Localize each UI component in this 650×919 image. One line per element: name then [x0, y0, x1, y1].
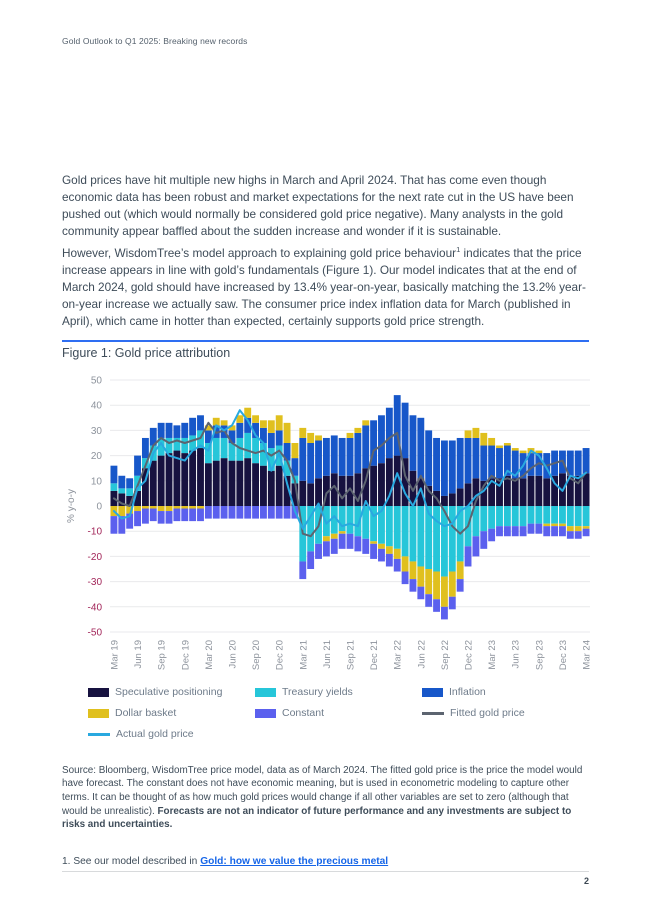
legend-item-actual-gold-price [88, 728, 266, 740]
svg-text:-20: -20 [87, 551, 102, 563]
footnote-link[interactable]: Gold: how we value the precious metal [200, 856, 389, 868]
footnote-text: 1. See our model described in [62, 856, 201, 868]
legend-swatch-icon [255, 688, 276, 697]
svg-text:Mar 22: Mar 22 [392, 640, 404, 670]
svg-text:Sep 20: Sep 20 [251, 640, 263, 671]
legend-row [88, 728, 589, 740]
chart-legend [62, 686, 589, 749]
legend-swatch-icon [88, 733, 110, 736]
footnote-marker: 1 [456, 244, 461, 254]
legend-label: Treasury yields [282, 686, 353, 698]
legend-item-speculative-positioning [88, 686, 255, 698]
svg-text:Dec 19: Dec 19 [180, 640, 192, 671]
svg-text:10: 10 [90, 476, 102, 488]
svg-text:0: 0 [96, 501, 102, 513]
svg-text:Sep 23: Sep 23 [534, 640, 546, 671]
figure-title: Figure 1: Gold price attribution [62, 346, 231, 360]
paragraph-2 [62, 245, 589, 330]
svg-text:Mar 23: Mar 23 [487, 640, 499, 670]
svg-text:% y-o-y: % y-o-y [66, 489, 77, 523]
paragraph-1: Gold prices have hit multiple new highs in March and April 2024. That has come even though economic data has been robust and market expectations for the next rate cut in the US have been pushed out (which would normally be considered gold price negative). Many analysts in the gold community appear baffled about the sudden increase and wonder if it is sustainable. [62, 172, 574, 238]
attribution-chart-svg [60, 374, 592, 680]
svg-text:Dec 20: Dec 20 [274, 640, 286, 671]
source-note [62, 764, 589, 832]
svg-text:Mar 20: Mar 20 [203, 640, 215, 670]
legend-swatch-icon [88, 709, 109, 718]
footer-rule [62, 871, 589, 872]
svg-text:Jun 22: Jun 22 [416, 640, 428, 669]
legend-label: Constant [282, 707, 325, 719]
svg-text:-50: -50 [87, 627, 102, 639]
source-note-disclaimer: Forecasts are not an indicator of future performance and any investments are subject to risks and uncertainties. [62, 805, 572, 831]
svg-text:Jun 20: Jun 20 [227, 640, 239, 669]
page-number: 2 [583, 876, 589, 886]
legend-row [88, 707, 589, 719]
svg-text:Sep 22: Sep 22 [439, 640, 451, 671]
attribution-chart [60, 374, 592, 680]
svg-text:20: 20 [90, 451, 102, 463]
source-note-text: Source: Bloomberg, WisdomTree price model, data as of March 2024. The fitted gold price is the price the model would have forecast. The constant does not have economic meaning, but is used in econometric modeling to capture other terms. It can be thought of as how much gold prices would change if all other variables are set to zero (although that would be unrealistic). [62, 764, 583, 817]
legend-item-dollar-basket [88, 707, 255, 719]
svg-text:40: 40 [90, 400, 102, 412]
svg-text:-10: -10 [87, 526, 102, 538]
legend-label: Fitted gold price [450, 707, 525, 719]
svg-text:-30: -30 [87, 577, 102, 589]
legend-row [88, 686, 589, 698]
paragraph-2-text-cont: indicates that the price increase appears in line with gold’s fundamentals (Figure 1). Our model indicates that at the end of March 2024, gold should have increased by 13.4% year-on-year, basically matching the 13.2% year-on-year increase we actually saw. The consumer price index inflation data for March (published in April), which came in hotter than expected, certainly supports gold price strength. [62, 245, 586, 328]
svg-text:Jun 19: Jun 19 [133, 640, 145, 669]
running-header: Gold Outlook to Q1 2025: Breaking new records [62, 36, 248, 46]
svg-text:Dec 21: Dec 21 [369, 640, 381, 671]
legend-swatch-icon [255, 709, 276, 718]
svg-text:Dec 22: Dec 22 [463, 640, 475, 671]
svg-text:Mar 19: Mar 19 [109, 640, 121, 670]
footnote [62, 856, 589, 867]
legend-label: Speculative positioning [115, 686, 223, 698]
svg-text:-40: -40 [87, 602, 102, 614]
legend-swatch-icon [422, 688, 443, 697]
svg-text:30: 30 [90, 425, 102, 437]
svg-text:50: 50 [90, 375, 102, 387]
figure-top-rule [62, 340, 589, 342]
paragraph-2-text: However, WisdomTree’s model approach to explaining gold price behaviour [62, 245, 457, 260]
legend-label: Dollar basket [115, 707, 177, 719]
svg-text:Sep 19: Sep 19 [156, 640, 168, 671]
legend-item-treasury-yields [255, 686, 422, 698]
legend-item-inflation [422, 686, 589, 698]
legend-label: Inflation [449, 686, 486, 698]
svg-text:Mar 24: Mar 24 [581, 640, 592, 670]
svg-text:Dec 23: Dec 23 [557, 640, 569, 671]
svg-text:Jun 23: Jun 23 [510, 640, 522, 669]
svg-text:Sep 21: Sep 21 [345, 640, 357, 671]
legend-item-fitted-gold-price [422, 707, 589, 719]
legend-item-constant [255, 707, 422, 719]
svg-text:Mar 21: Mar 21 [298, 640, 310, 670]
svg-text:Jun 21: Jun 21 [321, 640, 333, 669]
legend-swatch-icon [88, 688, 109, 697]
legend-swatch-icon [422, 712, 444, 715]
legend-label: Actual gold price [116, 728, 194, 740]
